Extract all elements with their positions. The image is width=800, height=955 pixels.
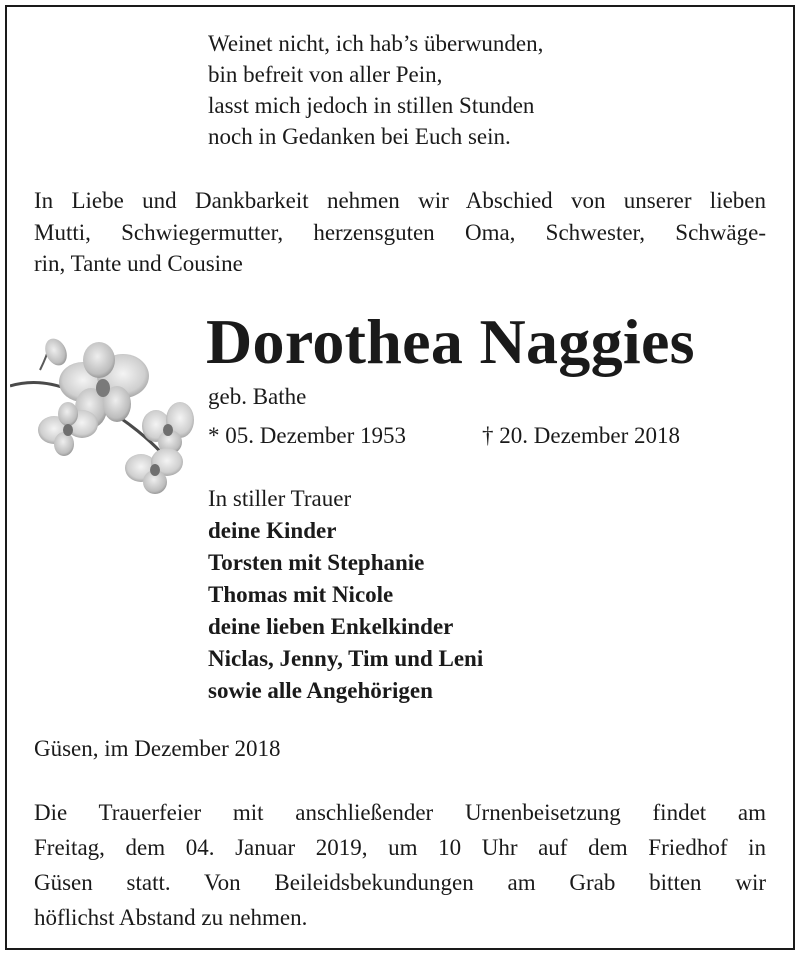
birth-date: * 05. Dezember 1953 [208,423,406,448]
mourners-heading: In stiller Trauer [208,486,352,511]
orchid-icon [10,330,200,500]
place-date: Güsen, im Dezember 2018 [34,736,281,761]
maiden-name: geb. Bathe [208,384,307,409]
deceased-name: Dorothea Naggies [206,306,695,377]
mourner-line: Niclas, Jenny, Tim und Leni [208,646,484,671]
funeral-line: Die Trauerfeier mit anschließender Urnenbeisetzung findet am [34,800,766,825]
poem-line: lasst mich jedoch in stillen Stunden [208,93,535,118]
poem [208,28,543,152]
funeral-line: höflichst Abstand zu nehmen. [34,905,308,930]
death-date: † 20. Dezember 2018 [482,423,680,448]
mourner-line: deine Kinder [208,518,337,543]
intro-text [34,185,766,280]
mourners-block [208,483,483,707]
funeral-line: Güsen statt. Von Beileidsbekundungen am Grab bitten wir [34,870,766,895]
intro-line: Mutti, Schwiegermutter, herzensguten Oma, Schwester, Schwäge- [34,219,766,245]
mourner-line: sowie alle Angehörigen [208,678,433,703]
mourner-line: Torsten mit Stephanie [208,550,425,575]
funeral-line: Freitag, dem 04. Januar 2019, um 10 Uhr auf dem Friedhof in [34,835,766,860]
intro-line: In Liebe und Dankbarkeit nehmen wir Abschied von unserer lieben [34,188,766,213]
intro-line: rin, Tante und Cousine [34,251,243,276]
poem-line: bin befreit von aller Pein, [208,62,443,87]
mourner-line: deine lieben Enkelkinder [208,614,454,639]
poem-line: Weinet nicht, ich hab’s überwunden, [208,31,544,56]
poem-line: noch in Gedanken bei Euch sein. [208,124,511,149]
funeral-info [34,795,766,935]
mourner-line: Thomas mit Nicole [208,582,394,607]
